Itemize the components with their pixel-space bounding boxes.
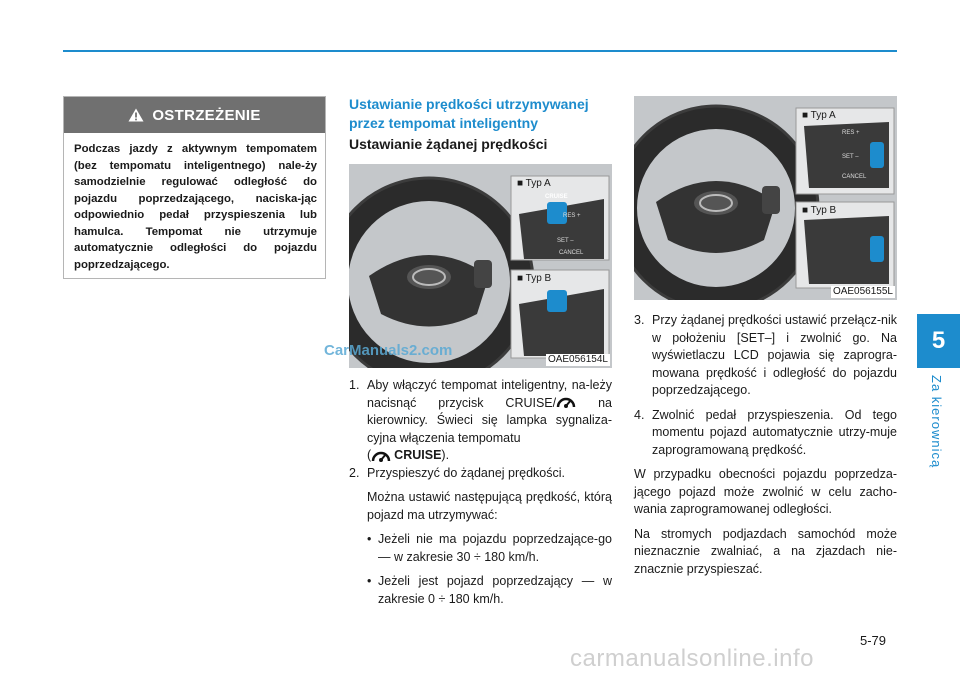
fig1-type-a-label: ■ Typ A: [517, 178, 551, 189]
cruise-indicator-icon: [371, 449, 391, 463]
watermark-carmanuals: CarManuals2.com: [324, 342, 453, 359]
list-item: [349, 573, 612, 608]
top-rule: [63, 50, 897, 52]
steering-wheel-illustration: [349, 164, 612, 368]
fig1-cancel-label: CANCEL: [559, 250, 584, 256]
fig2-res-label: RES +: [842, 130, 860, 136]
warning-text: Podczas jazdy z aktywnym tempomatem (bez tempomatu inteligentnego) nale-ży samodzielnie regulować odległość do pojazdu poprzedzającego, naciska-jąc odpowiednio pedał przyspieszenia lub hamulca. Tempomat nie utrzymuje automatycznie odległości do pojazdu poprzedzającego.: [74, 143, 317, 271]
list-item: [634, 407, 897, 460]
step-1-text-a: Aby włączyć tempomat inteligentny, na-leży nacisnąć przycisk CRUISE/: [367, 378, 612, 410]
paragraph-preceding-vehicle: W przypadku obecności pojazdu poprzedza-jącego pojazd może zwolnić w celu zacho-wania zaprogramowanej odległości.: [634, 467, 897, 516]
fig1-set-label: SET –: [557, 238, 574, 244]
list-item: [349, 465, 612, 483]
figure1-code: OAE056154L: [547, 354, 608, 365]
fig2-type-a-label: ■ Typ A: [802, 110, 836, 121]
section-heading: Ustawianie prędkości utrzymywanej przez tempomat inteligentny: [349, 96, 589, 131]
figure2-code: OAE056155L: [832, 286, 893, 297]
bullet-2-text: Jeżeli jest pojazd poprzedzający — w zakresie 0 ÷ 180 km/h.: [378, 574, 612, 606]
cruise-distance-icon: [556, 395, 576, 409]
bullet-1-text: Jeżeli nie ma pojazdu poprzedzające-go — w zakresie 30 ÷ 180 km/h.: [378, 532, 612, 564]
warning-triangle-icon: [128, 108, 144, 122]
step-1-open-paren: (: [367, 448, 372, 463]
list-item: [634, 312, 897, 400]
step-3-text: Przy żądanej prędkości ustawić przełącz-nik w położeniu [SET–] i zwolnić go. Na wyświetlaczu LCD pojawia się zaprogra-mowana prędkość i odległość do pojazdu poprzedzającego.: [652, 313, 897, 397]
list-item: [349, 377, 612, 465]
fig2-set-label: SET –: [842, 154, 859, 160]
warning-title: OSTRZEŻENIE: [152, 106, 261, 124]
fig1-res-label: RES +: [563, 213, 581, 219]
step-4-text: Zwolnić pedał przyspieszenia. Od tego momentu pojazd automatycznie utrzy-muje zaprogramowaną prędkość.: [652, 407, 897, 457]
fig2-type-b-label: ■ Typ B: [802, 205, 837, 216]
paragraph-slopes: Na stromych podjazdach samochód może nieznacznie zwalniać, a na zjazdach nie-znacznie przyspieszać.: [634, 526, 897, 576]
step-1-close-paren: ).: [441, 448, 450, 463]
step-2-detail: Można ustawić następującą prędkość, którą pojazd ma utrzymywać:: [367, 490, 612, 522]
footer-watermark: carmanualsonline.info: [570, 645, 814, 672]
list-item: [349, 531, 612, 566]
section-subheading: Ustawianie żądanej prędkości: [349, 136, 548, 152]
step-number: 2.: [349, 465, 360, 480]
step-1-text: [367, 377, 612, 465]
step-number: 3.: [634, 313, 645, 327]
warning-header: [64, 97, 325, 133]
steering-wheel-illustration: [634, 96, 897, 300]
cruise-indicator-badge: [371, 447, 441, 465]
page-number: 5-79: [860, 633, 887, 648]
fig2-cancel-label: CANCEL: [842, 174, 867, 180]
chapter-tab: 5: [917, 314, 960, 368]
step-1-text-b: na kierownicy. Świeci się lampka sygnaliza-cyjna włączenia tempomatu: [367, 395, 612, 445]
cruise-indicator-label: CRUISE: [394, 448, 442, 462]
warning-box: [63, 96, 326, 279]
bullet-glyph: •: [367, 574, 372, 589]
fig1-type-b-label: ■ Typ B: [517, 273, 552, 284]
bullet-glyph: •: [367, 532, 372, 547]
steering-wheel-figure-2: [634, 96, 897, 300]
fig1-cruise-button: CRUISE: [545, 194, 568, 200]
steering-wheel-figure-1: [349, 164, 612, 368]
step-number: 1.: [349, 378, 360, 392]
step-2-text: Przyspieszyć do żądanej prędkości.: [367, 465, 566, 480]
instruction-column-right: [634, 312, 897, 578]
instruction-column-middle: [349, 377, 612, 608]
chapter-title: Za kierownicą: [929, 375, 944, 469]
step-number: 4.: [634, 407, 645, 422]
